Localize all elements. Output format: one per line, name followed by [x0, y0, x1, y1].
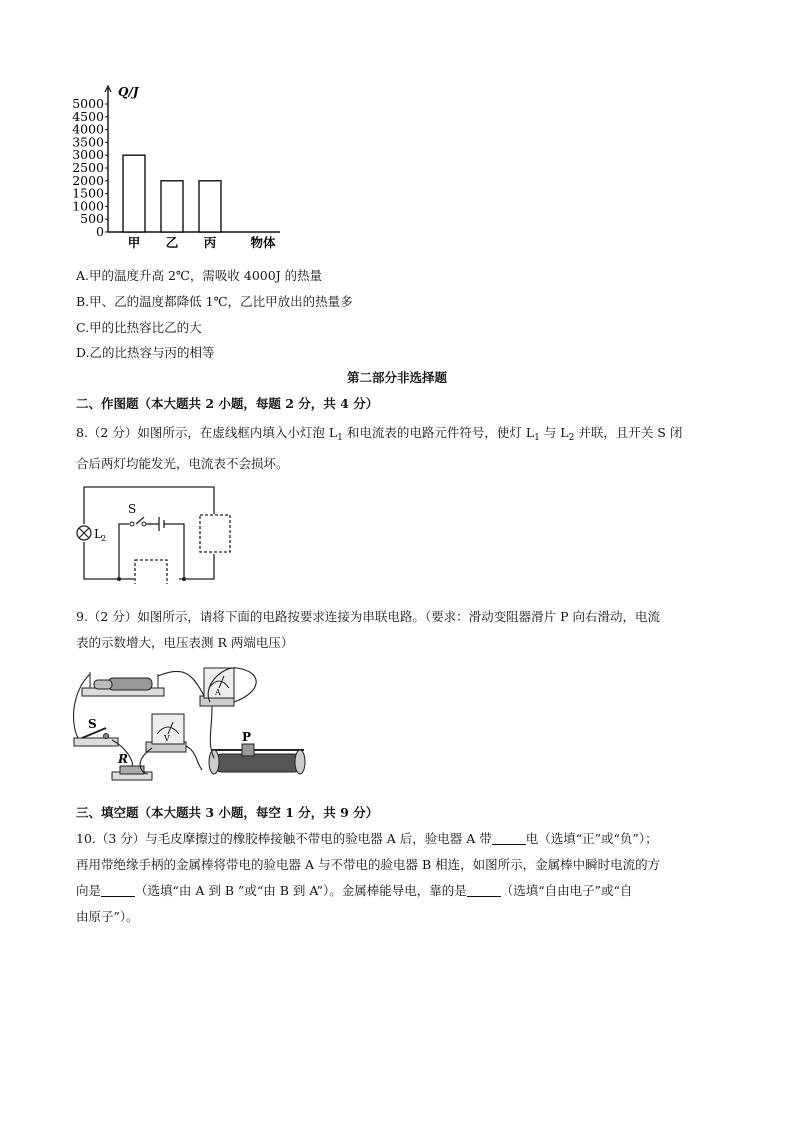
knife-switch: [74, 717, 118, 746]
ammeter: [200, 668, 234, 706]
y-axis-label: Q/J: [118, 85, 139, 99]
y-tick-label: 500: [80, 211, 104, 227]
y-tick-label: 2000: [72, 172, 104, 188]
voltmeter: [146, 714, 186, 752]
y-tick-label: 5000: [72, 96, 104, 111]
option-d: D.乙的比热容与丙的相等: [76, 345, 215, 360]
y-tick-label: 3500: [72, 134, 104, 150]
question-8: 8.（2 分）如图所示，在虚线框内填入小灯泡 $L_1$ 和电流表的电路元件符号，使灯 $L_1$ 与 $L_2$ 并联，且开关 S 闭 合后两灯均能发光，电流表不会损坏。: [76, 425, 683, 471]
y-tick-label: 0: [96, 224, 104, 239]
y-tick-label: 1000: [72, 198, 104, 214]
x-tick-label: 乙: [165, 235, 179, 250]
y-tick-label: 4000: [72, 121, 104, 137]
answer-blank-1[interactable]: [492, 832, 526, 845]
y-tick-label: 3000: [72, 147, 104, 163]
voltmeter-label: V: [164, 734, 170, 743]
lamp-subscript: 2: [101, 534, 107, 543]
option-b: B.甲、乙的温度都降低 1℃，乙比甲放出的热量多: [76, 294, 353, 309]
bar-2: [161, 181, 183, 232]
x-tick-label: 丙: [203, 235, 217, 250]
q9-circuit-photo-diagram: [72, 662, 312, 790]
section3-heading: 三、填空题（本大题共 3 小题，每空 1 分，共 9 分）: [76, 805, 379, 820]
option-c: C.甲的比热容比乙的大: [76, 320, 202, 335]
answer-blank-2[interactable]: [101, 884, 135, 897]
q8-circuit-diagram: [74, 484, 240, 584]
resistor-label: R: [118, 752, 128, 766]
question-9: 9.（2 分）如图所示，请将下面的电路按要求连接为串联电路。（要求：滑动变阻器滑片 P 向右滑动，电流 表的示数增大，电压表测 R 两端电压）: [76, 609, 660, 650]
bar-3: [199, 181, 221, 232]
switch-label: S: [88, 717, 97, 731]
switch-label: S: [128, 502, 137, 516]
x-axis-label: 物体: [250, 235, 276, 250]
y-tick-label: 2500: [72, 160, 104, 175]
slider-label: P: [242, 730, 252, 744]
ammeter-label: A: [215, 688, 221, 697]
y-tick-label: 4500: [72, 108, 104, 124]
bar-1: [123, 155, 145, 232]
lamp-l2-symbol: [77, 526, 91, 540]
part2-title: 第二部分非选择题: [346, 370, 447, 385]
y-tick-label: 1500: [72, 185, 104, 201]
sliding-rheostat: [209, 730, 305, 774]
section2-heading: 二、作图题（本大题共 2 小题，每题 2 分，共 4 分）: [76, 396, 379, 411]
x-tick-label: 甲: [127, 235, 141, 250]
lamp-label: L: [94, 527, 102, 541]
answer-blank-3[interactable]: [467, 884, 501, 897]
option-a: A.甲的温度升高 2℃，需吸收 4000J 的热量: [76, 268, 323, 283]
heat-bar-chart: [68, 82, 288, 257]
battery-holder: [82, 672, 164, 696]
question-10: 10.（3 分）与毛皮摩擦过的橡胶棒接触不带电的验电器 A 后，验电器 A 带 电（选填“正”或“负”）； 再用带绝缘手柄的金属棒将带电的验电器 A 与不带电的验电器 B 相连，如图所示，金属棒中瞬时电流的方 向是 （选填“由 A 到 B ”或“由 B 到 A”）。金属棒能导电，靠的是 （选填“自由电子”或“自 由原子”）。: [76, 831, 661, 924]
